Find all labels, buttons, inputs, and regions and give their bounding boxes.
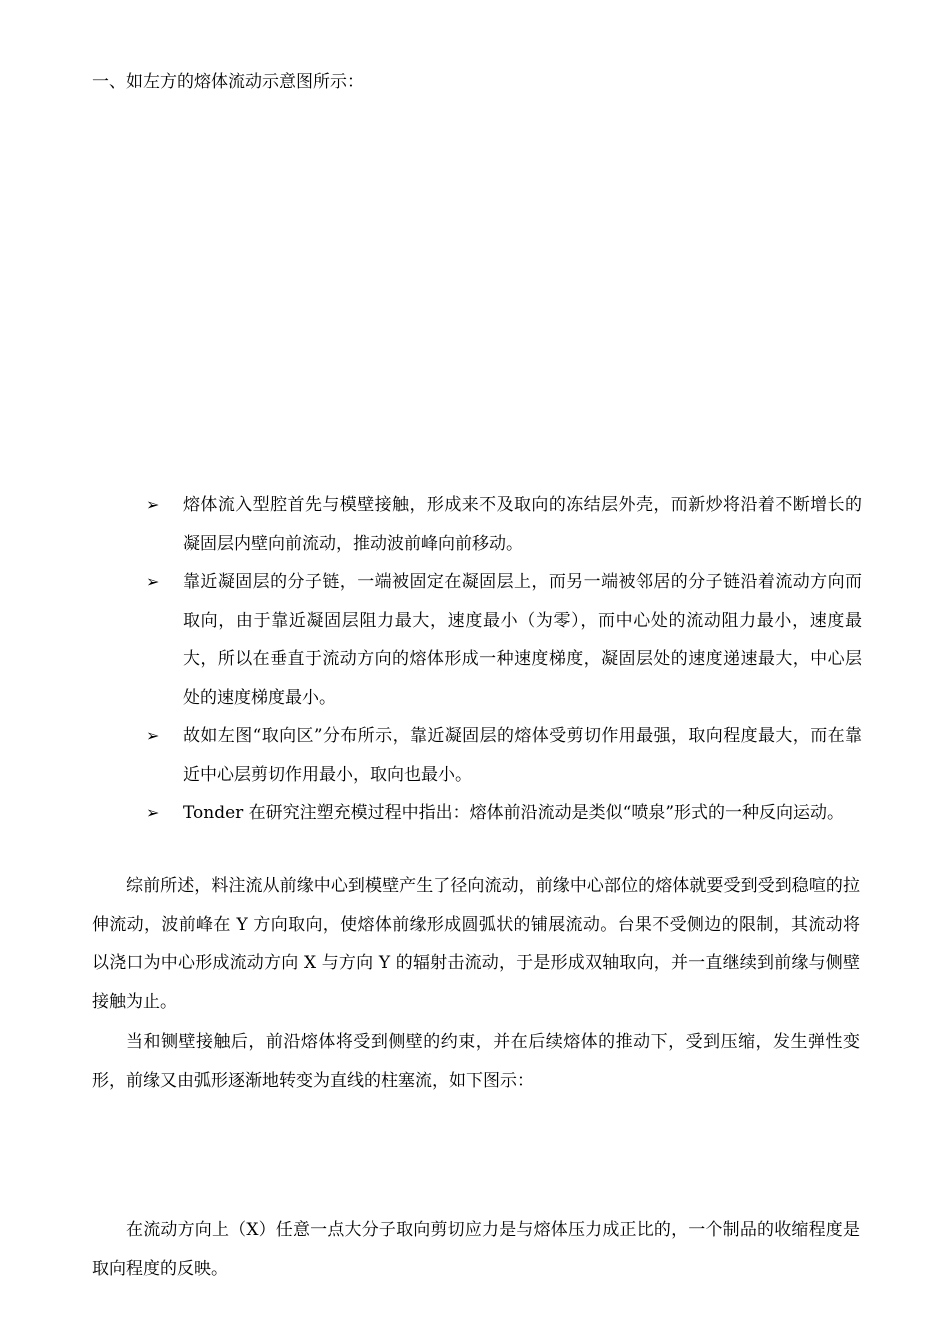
arrowhead-bullet-icon: ➢ [146,803,160,822]
bullet-text: 靠近凝固层的分子链，一端被固定在凝固层上，而另一端被邻居的分子链沿着流动方向而取向，由于靠近凝固层阻力最大，速度最小（为零），而中心处的流动阻力最小，速度最大，所以在垂直于流动方向的熔体形成一种速度梯度，凝固层处的速度递速最大，中心层处的速度梯度最小。 [183,572,862,708]
arrowhead-bullet-icon: ➢ [146,572,160,591]
bullet-list [146,486,862,833]
arrowhead-bullet-icon: ➢ [146,726,160,745]
bullet-item [146,794,862,833]
paragraph-side-wall-contact: 当和铡壁接触后，前沿熔体将受到侧壁的约束，并在后续熔体的推动下，受到压缩，发生弹性变形，前缘又由弧形逐渐地转变为直线的柱塞流，如下图示： [92,1032,860,1091]
paragraph-shear-stress: 在流动方向上（X）任意一点大分子取向剪切应力是与熔体压力成正比的，一个制品的收缩程度是取向程度的反映。 [92,1220,860,1279]
bullet-text: Tonder 在研究注塑充模过程中指出：熔体前沿流动是类似“喷泉”形式的一种反向运动。 [183,803,845,823]
bullet-item [146,486,862,563]
figure-placeholder-flow-diagram [92,110,858,470]
bullet-item [146,717,862,794]
section-heading: 一、如左方的熔体流动示意图所示： [92,72,364,92]
figure-placeholder-plug-flow [92,1110,858,1200]
arrowhead-bullet-icon: ➢ [146,495,160,514]
bullet-text: 故如左图“取向区”分布所示，靠近凝固层的熔体受剪切作用最强，取向程度最大，而在靠近中心层剪切作用最小，取向也最小。 [183,726,862,785]
bullet-item [146,563,862,717]
bullet-text: 熔体流入型腔首先与模壁接触，形成来不及取向的冻结层外壳，而新炒将沿着不断增长的凝固层内壁向前流动，推动波前峰向前移动。 [183,495,862,554]
paragraph-summary: 综前所述，料注流从前缘中心到模壁产生了径向流动，前缘中心部位的熔体就要受到受到稳喧的拉伸流动，波前峰在 Y 方向取向，使熔体前缘形成圆弧状的铺展流动。台果不受侧边的限制，其流动将以浇口为中心形成流动方向 X 与方向 Y 的辐射击流动，于是形成双轴取向，并一直继续到前缘与侧壁接触为止。 [92,876,860,1012]
